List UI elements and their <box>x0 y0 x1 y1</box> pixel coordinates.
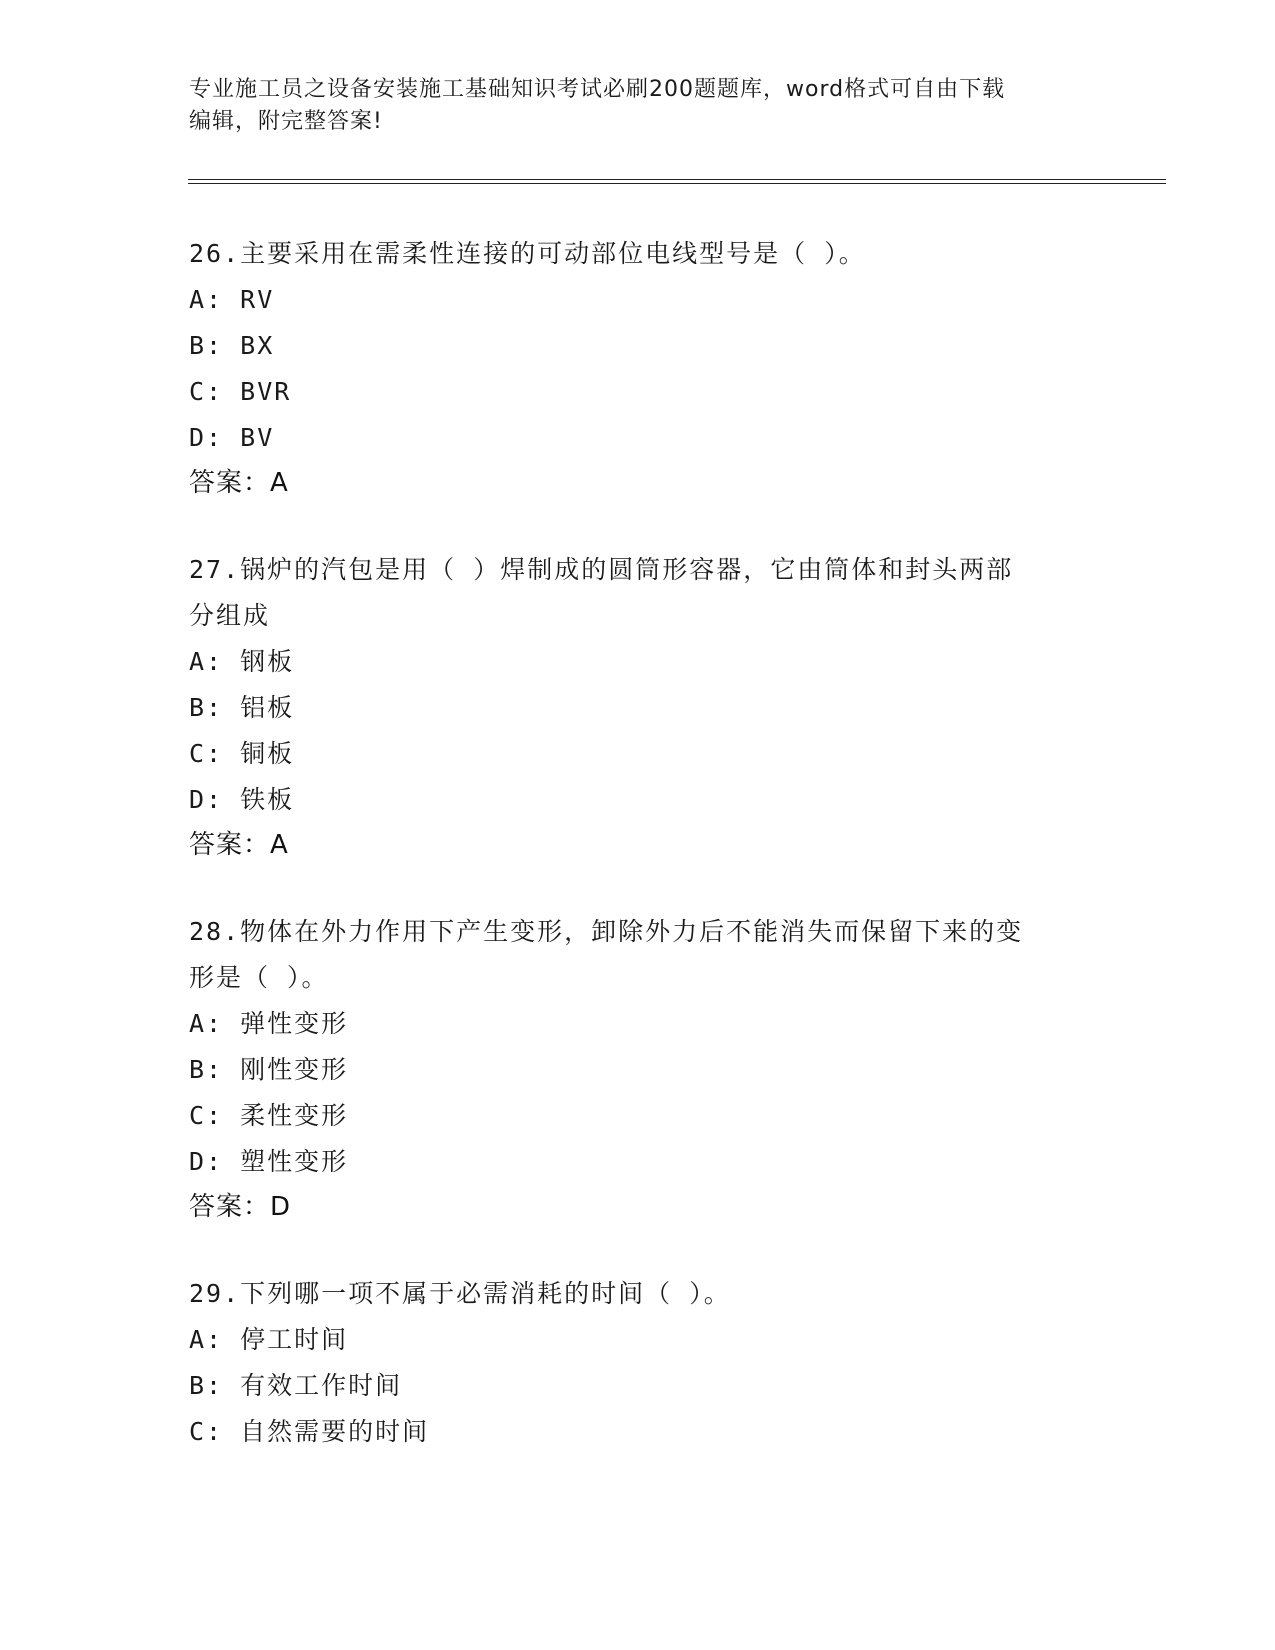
header-line-2: 编辑，附完整答案! <box>189 109 383 134</box>
question-text-line-2: 分组成 <box>189 601 271 630</box>
option-a: A: 弹性变形 <box>189 1009 349 1038</box>
option-c: C: BVR <box>189 377 292 406</box>
option-d: D: BV <box>189 423 275 452</box>
question-text-line-1: 27.锅炉的汽包是用（ ）焊制成的圆筒形容器，它由筒体和封头两部 <box>189 555 1014 584</box>
question-text: 26.主要采用在需柔性连接的可动部位电线型号是（ ）。 <box>189 239 866 268</box>
option-d: D: 塑性变形 <box>189 1147 349 1176</box>
header-double-rule <box>188 179 1166 184</box>
option-a: A: 钢板 <box>189 647 295 676</box>
option-c: C: 自然需要的时间 <box>189 1417 430 1446</box>
question-text: 29.下列哪一项不属于必需消耗的时间（ ）。 <box>189 1279 731 1308</box>
option-b: B: 刚性变形 <box>189 1055 349 1084</box>
question-text-line-2: 形是（ ）。 <box>189 963 329 992</box>
option-d: D: 铁板 <box>189 785 295 814</box>
question-26 <box>189 231 1089 505</box>
option-b: B: 有效工作时间 <box>189 1371 403 1400</box>
answer: 答案：A <box>189 830 289 860</box>
question-29 <box>189 1271 1089 1455</box>
question-27 <box>189 547 1089 867</box>
option-b: B: 铝板 <box>189 693 295 722</box>
option-b: B: BX <box>189 331 275 360</box>
question-list <box>189 231 1089 1497</box>
question-text-line-1: 28.物体在外力作用下产生变形，卸除外力后不能消失而保留下来的变 <box>189 917 1024 946</box>
header-line-1: 专业施工员之设备安装施工基础知识考试必刷200题题库，word格式可自由下载 <box>189 77 1006 102</box>
option-c: C: 柔性变形 <box>189 1101 349 1130</box>
option-a: A: RV <box>189 285 275 314</box>
question-28 <box>189 909 1089 1229</box>
answer: 答案：D <box>189 1192 292 1222</box>
answer: 答案：A <box>189 468 289 498</box>
option-a: A: 停工时间 <box>189 1325 349 1354</box>
document-header <box>189 74 1079 138</box>
option-c: C: 铜板 <box>189 739 295 768</box>
